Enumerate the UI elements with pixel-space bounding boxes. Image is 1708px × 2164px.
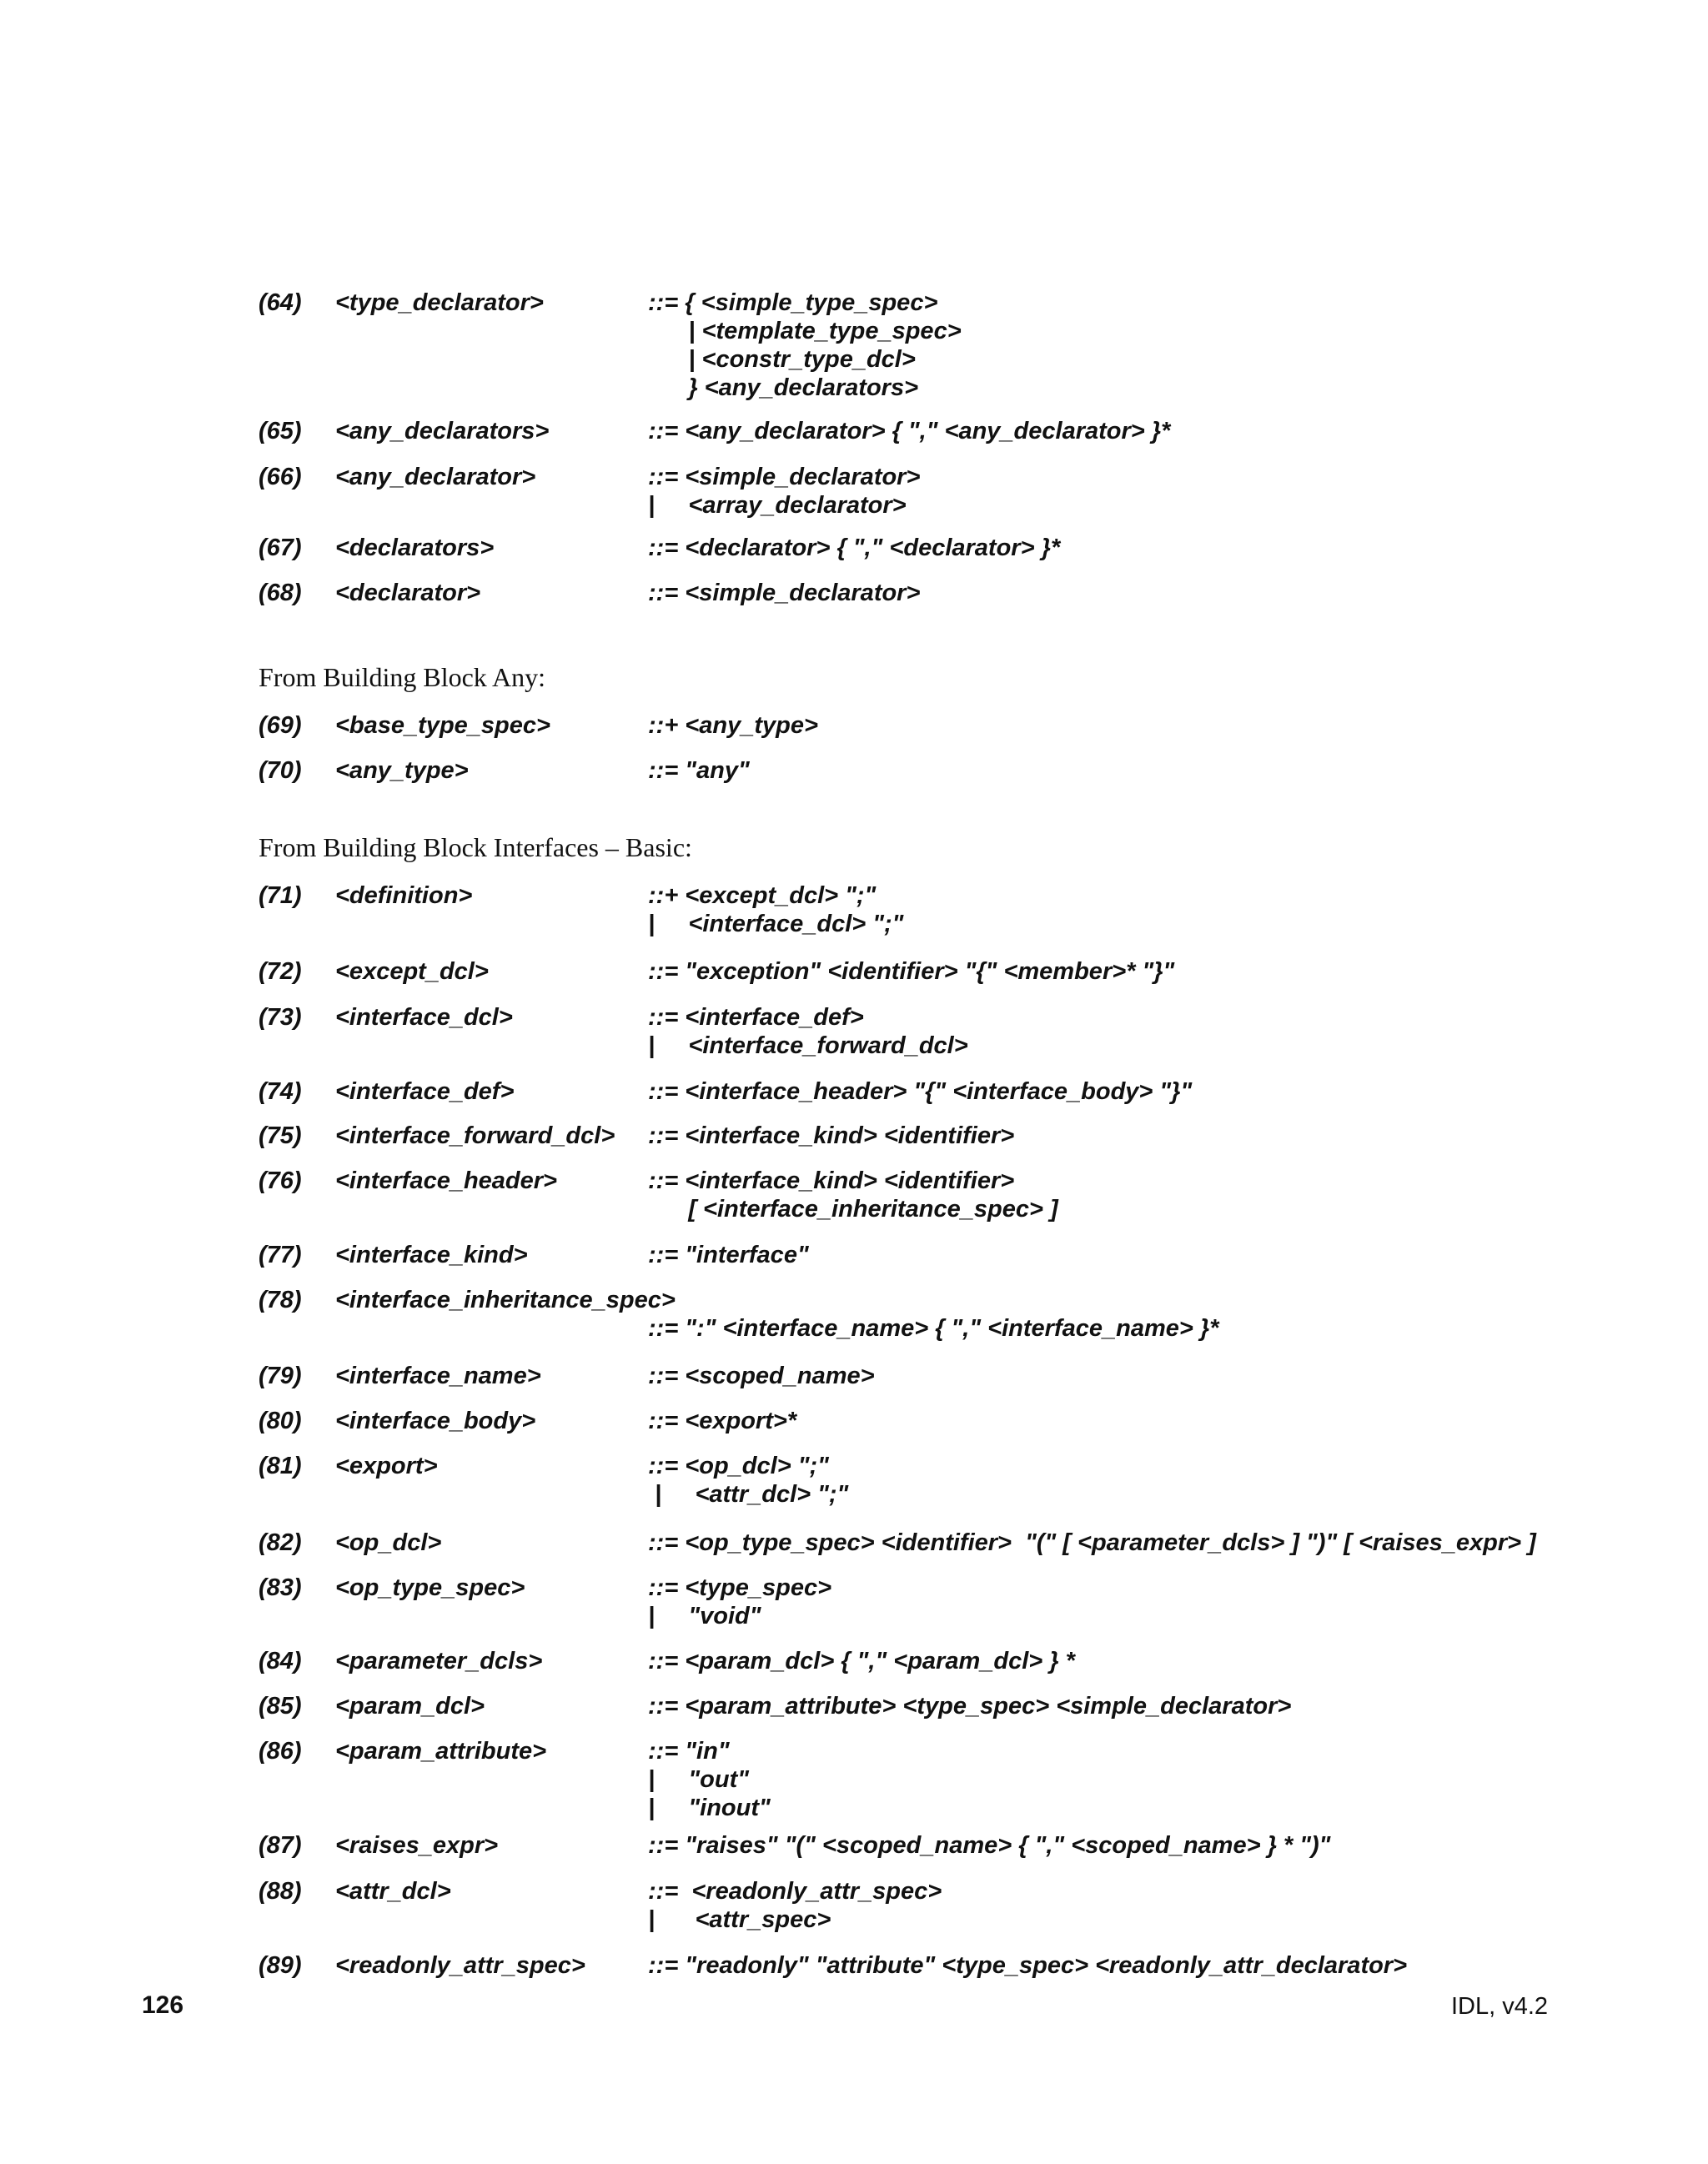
- rule-number: (80): [259, 1408, 302, 1434]
- grammar-rule: [259, 1529, 1610, 1557]
- rule-number: (75): [259, 1122, 302, 1149]
- rule-nonterminal: <op_dcl>: [335, 1529, 442, 1556]
- rule-nonterminal: <definition>: [335, 882, 473, 909]
- rule-number: (83): [259, 1574, 302, 1601]
- grammar-rule: [259, 463, 1610, 520]
- rule-production-line: ::= <export>*: [648, 1408, 797, 1434]
- rule-number: (77): [259, 1242, 302, 1268]
- rule-nonterminal: <interface_body>: [335, 1408, 536, 1434]
- rule-nonterminal: <interface_header>: [335, 1167, 557, 1194]
- rule-nonterminal: <declarators>: [335, 535, 495, 561]
- grammar-rule: [259, 534, 1610, 562]
- rule-number: (64): [259, 289, 302, 316]
- rule-number: (84): [259, 1648, 302, 1674]
- grammar-rule: [259, 1407, 1610, 1435]
- grammar-rule: [259, 881, 1610, 938]
- rule-number: (88): [259, 1878, 302, 1905]
- rule-production-line: ::+ <any_type>: [648, 712, 818, 739]
- rule-production-line: | "inout": [648, 1795, 771, 1821]
- rule-production-line: ::= <param_dcl> { "," <param_dcl> } *: [648, 1648, 1075, 1674]
- rule-number: (71): [259, 882, 302, 909]
- grammar-rule: [259, 1574, 1610, 1630]
- grammar-rule: [259, 1831, 1610, 1860]
- rule-number: (74): [259, 1078, 302, 1105]
- rule-nonterminal: <interface_name>: [335, 1363, 541, 1389]
- rule-production-line: ::= { <simple_type_spec>: [648, 289, 938, 316]
- rule-number: (69): [259, 712, 302, 739]
- rule-nonterminal: <raises_expr>: [335, 1832, 499, 1859]
- rule-production-line: | <interface_forward_dcl>: [648, 1032, 968, 1059]
- rule-number: (79): [259, 1363, 302, 1389]
- section-heading-any: From Building Block Any:: [259, 662, 546, 692]
- rule-production-line: } <any_declarators>: [648, 374, 919, 401]
- rule-production-line: | <template_type_spec>: [648, 318, 962, 344]
- rule-production-line: ::= "in": [648, 1738, 730, 1765]
- rule-nonterminal: <op_type_spec>: [335, 1574, 525, 1601]
- page-number: 126: [142, 1991, 184, 2019]
- rule-number: (82): [259, 1529, 302, 1556]
- grammar-rule: [259, 1167, 1610, 1223]
- rule-production-line: ::= <interface_kind> <identifier>: [648, 1122, 1015, 1149]
- rule-number: (70): [259, 757, 302, 784]
- grammar-rule: [259, 1737, 1610, 1822]
- rule-nonterminal: <any_type>: [335, 757, 469, 784]
- rule-production-line: ::= <op_type_spec> <identifier> "(" [ <parameter_dcls> ] ")" [ <raises_expr> ]: [648, 1529, 1536, 1556]
- rule-production-line: | <attr_dcl> ";": [648, 1481, 849, 1508]
- rule-nonterminal: <param_dcl>: [335, 1693, 485, 1720]
- rule-production-line: ::= <simple_declarator>: [648, 464, 921, 490]
- rule-number: (86): [259, 1738, 302, 1765]
- grammar-rule: [259, 1122, 1610, 1150]
- rule-number: (87): [259, 1832, 302, 1859]
- rule-production-line: | <attr_spec>: [648, 1906, 831, 1933]
- rule-nonterminal: <interface_def>: [335, 1078, 515, 1105]
- grammar-rule: [259, 1877, 1610, 1934]
- grammar-rule: [259, 1362, 1610, 1390]
- grammar-rule: [259, 417, 1610, 445]
- grammar-rule: [259, 711, 1610, 740]
- rule-number: (65): [259, 418, 302, 444]
- rule-production-line: ::= <op_dcl> ";": [648, 1453, 829, 1479]
- rule-production-line: ::= ":" <interface_name> { "," <interface_name> }*: [648, 1315, 1219, 1342]
- rule-production-line: ::= <interface_kind> <identifier>: [648, 1167, 1015, 1194]
- rule-production-line: ::= "raises" "(" <scoped_name> { "," <scoped_name> } * ")": [648, 1832, 1331, 1859]
- rule-nonterminal: <readonly_attr_spec>: [335, 1952, 585, 1979]
- rule-production-line: ::= <interface_header> "{" <interface_body> "}": [648, 1078, 1193, 1105]
- rule-nonterminal: <interface_dcl>: [335, 1004, 513, 1031]
- grammar-rule: [259, 1452, 1610, 1509]
- rule-nonterminal: <declarator>: [335, 580, 481, 606]
- rule-production-line: ::= "exception" <identifier> "{" <member>* "}": [648, 958, 1175, 985]
- rule-number: (66): [259, 464, 302, 490]
- rule-production-line: ::= <type_spec>: [648, 1574, 832, 1601]
- rule-number: (73): [259, 1004, 302, 1031]
- grammar-rule: [259, 1003, 1610, 1060]
- grammar-rule: [259, 1951, 1610, 1980]
- grammar-rule: [259, 1286, 1610, 1343]
- rule-production-line: | <interface_dcl> ";": [648, 911, 904, 937]
- rule-nonterminal: <parameter_dcls>: [335, 1648, 543, 1674]
- rule-production-line: ::= <any_declarator> { "," <any_declarator> }*: [648, 418, 1171, 444]
- rule-nonterminal: <export>: [335, 1453, 438, 1479]
- rule-production-line: ::= "any": [648, 757, 750, 784]
- rule-production-line: | <array_declarator>: [648, 492, 907, 519]
- rule-nonterminal: <any_declarators>: [335, 418, 550, 444]
- section-heading-interfaces-basic: From Building Block Interfaces – Basic:: [259, 832, 692, 862]
- rule-nonterminal: <interface_kind>: [335, 1242, 528, 1268]
- rule-production-line: ::= <scoped_name>: [648, 1363, 875, 1389]
- rule-production-line: | <constr_type_dcl>: [648, 346, 916, 373]
- rule-nonterminal: <attr_dcl>: [335, 1878, 451, 1905]
- rule-production-line: ::= <param_attribute> <type_spec> <simple_declarator>: [648, 1693, 1292, 1720]
- rule-nonterminal: <interface_forward_dcl>: [335, 1122, 615, 1149]
- grammar-rule: [259, 1077, 1610, 1106]
- rule-production-line: ::+ <except_dcl> ";": [648, 882, 877, 909]
- grammar-rule: [259, 756, 1610, 785]
- rule-number: (67): [259, 535, 302, 561]
- rule-nonterminal: <type_declarator>: [335, 289, 544, 316]
- grammar-rule: [259, 289, 1610, 402]
- rule-production-line: ::= <simple_declarator>: [648, 580, 921, 606]
- rule-number: (76): [259, 1167, 302, 1194]
- rule-number: (85): [259, 1693, 302, 1720]
- grammar-rule: [259, 1241, 1610, 1269]
- rule-production-line: ::= <declarator> { "," <declarator> }*: [648, 535, 1061, 561]
- rule-nonterminal: <base_type_spec>: [335, 712, 550, 739]
- grammar-rule: [259, 1647, 1610, 1675]
- rule-production-line: ::= <interface_def>: [648, 1004, 864, 1031]
- rule-number: (78): [259, 1287, 302, 1313]
- rule-nonterminal: <any_declarator>: [335, 464, 536, 490]
- rule-nonterminal: <interface_inheritance_spec>: [335, 1287, 676, 1313]
- rule-production-line: ::= <readonly_attr_spec>: [648, 1878, 942, 1905]
- grammar-rule: [259, 579, 1610, 607]
- rule-production-line: ::= "interface": [648, 1242, 809, 1268]
- document-id: IDL, v4.2: [1451, 1993, 1549, 2020]
- grammar-rule: [259, 957, 1610, 986]
- rule-nonterminal: <param_attribute>: [335, 1738, 547, 1765]
- rule-production-line: [ <interface_inheritance_spec> ]: [648, 1196, 1058, 1223]
- rule-number: (72): [259, 958, 302, 985]
- rule-production-line: | "out": [648, 1766, 749, 1793]
- rule-number: (81): [259, 1453, 302, 1479]
- grammar-rule: [259, 1692, 1610, 1720]
- rule-production-line: ::= "readonly" "attribute" <type_spec> <readonly_attr_declarator>: [648, 1952, 1408, 1979]
- rule-number: (68): [259, 580, 302, 606]
- rule-production-line: | "void": [648, 1603, 761, 1629]
- rule-nonterminal: <except_dcl>: [335, 958, 489, 985]
- rule-number: (89): [259, 1952, 302, 1979]
